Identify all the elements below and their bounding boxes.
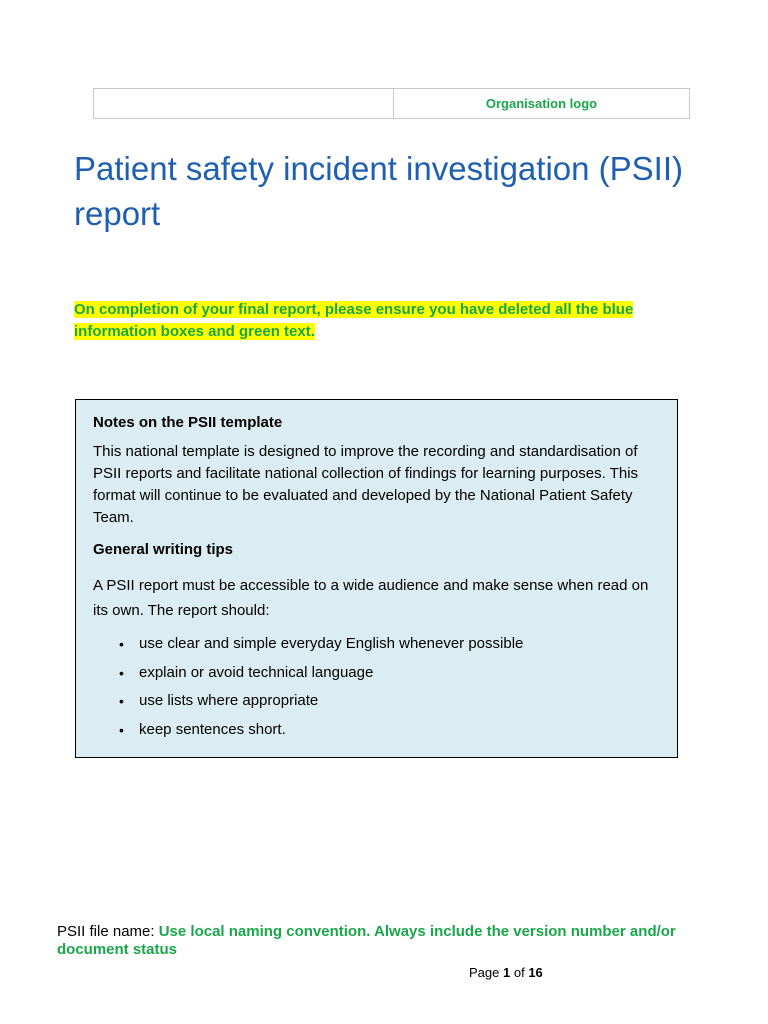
logo-table-empty-cell bbox=[94, 89, 394, 118]
file-name-value: Use local naming convention. Always include the version number and/or document status bbox=[57, 923, 676, 958]
logo-table bbox=[93, 88, 690, 119]
list-item bbox=[119, 662, 665, 684]
organisation-logo-placeholder: Organisation logo bbox=[485, 96, 598, 111]
instruction-note-highlight: On completion of your final report, please ensure you have deleted all the blue information boxes and green text. bbox=[74, 301, 634, 340]
page-number bbox=[469, 964, 543, 982]
list-item bbox=[119, 690, 665, 712]
page-of: of bbox=[513, 965, 525, 980]
page-label: Page bbox=[469, 965, 500, 980]
page-total: 16 bbox=[528, 965, 543, 980]
writing-tips-heading: General writing tips bbox=[93, 541, 234, 558]
info-box bbox=[75, 399, 678, 758]
bullet-icon: • bbox=[119, 664, 124, 681]
notes-paragraph: This national template is designed to improve the recording and standardisation of PSII reports and facilitate national collection of findings for learning purposes. This format will continue to be evaluated and developed by the National Patient Safety Team. bbox=[93, 443, 639, 526]
list-item-text: use clear and simple everyday English whenever possible bbox=[139, 635, 524, 652]
file-name-label: PSII file name: bbox=[57, 923, 155, 940]
notes-heading: Notes on the PSII template bbox=[93, 414, 283, 431]
file-name-footer bbox=[57, 923, 677, 959]
bullet-icon: • bbox=[119, 636, 124, 652]
list-item bbox=[119, 719, 665, 741]
page-current: 1 bbox=[503, 965, 511, 980]
bullet-icon: • bbox=[119, 721, 124, 738]
writing-tips-intro: A PSII report must be accessible to a wide audience and make sense when read on its own. The report should: bbox=[93, 577, 649, 619]
instruction-note bbox=[74, 299, 704, 343]
bullet-icon: • bbox=[119, 693, 124, 709]
list-item bbox=[119, 633, 665, 655]
writing-tips-list bbox=[93, 633, 665, 741]
document-title: Patient safety incident investigation (PSII) report bbox=[74, 150, 683, 232]
list-item-text: explain or avoid technical language bbox=[139, 663, 374, 681]
list-item-text: use lists where appropriate bbox=[139, 692, 319, 709]
list-item-text: keep sentences short. bbox=[139, 720, 286, 738]
